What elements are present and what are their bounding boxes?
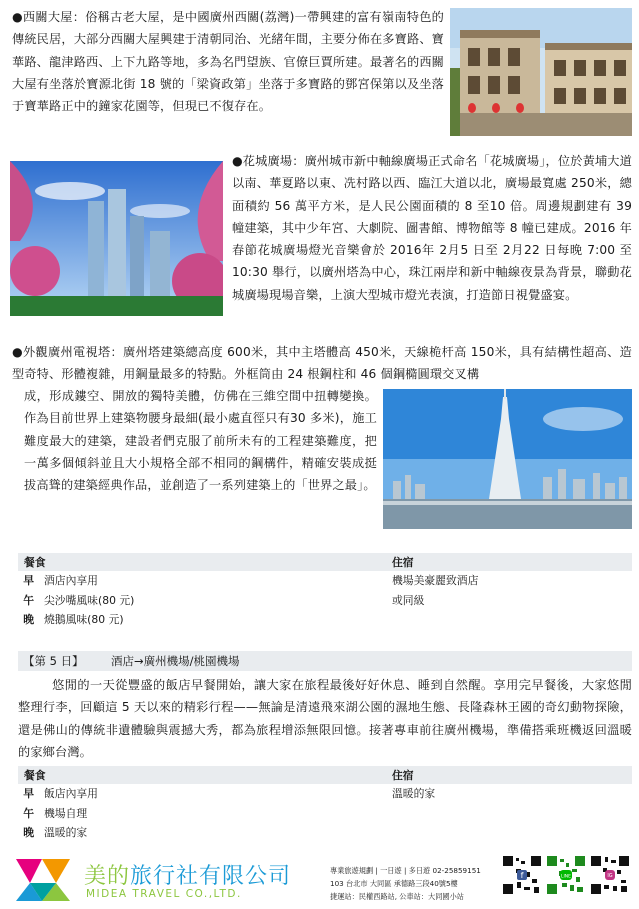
meal-label: 晚 xyxy=(23,613,34,627)
contact-line-1: 專業旅遊規劃 | 一日遊 | 多日遊 02-25859151 xyxy=(330,866,481,875)
meal-value: 溫暖的家 xyxy=(44,826,88,840)
contact-address: 103 台北市 大同區 承德路三段40號5樓 xyxy=(330,879,458,888)
stay-value: 機場美豪麗致酒店 xyxy=(392,574,479,588)
meal-value: 燒鵝風味(80 元) xyxy=(44,613,124,627)
meal-value: 酒店內享用 xyxy=(44,574,98,588)
instagram-qr-code-icon[interactable] xyxy=(590,855,630,901)
line-qr-code-icon[interactable] xyxy=(546,855,586,901)
meal-row-lunch xyxy=(18,804,632,824)
company-logo-icon xyxy=(12,855,74,905)
tower-paragraph-wrap: 成，形成鏤空、開放的獨特美體，仿佛在三維空間中扭轉變換。作為目前世界上建築物腰身最細(最小處直徑只有30 多米)，施工難度最大的建築，建設者們克服了前所未有的工程建築難度，把一萬多個傾斜並且大小規格全部不相同的鋼構件，精確安裝成挺拔高聳的建築經典作品，並創造了一系列建築上的「世界之最」。 xyxy=(24,389,377,493)
huacheng-square-photo xyxy=(10,161,223,316)
meal-value: 機場自理 xyxy=(44,806,88,820)
brand-name-zh xyxy=(84,859,291,890)
meal-label: 午 xyxy=(23,593,34,607)
meals-table-day5 xyxy=(18,766,632,843)
meal-row-dinner xyxy=(18,610,632,630)
meals-header xyxy=(18,553,632,571)
brand-name-zh-rest: 旅行社有限公司 xyxy=(130,864,292,889)
qr-label-fb: f xyxy=(520,871,524,880)
stay-value: 或同級 xyxy=(392,593,425,607)
meal-label: 早 xyxy=(23,787,34,801)
meals-table-day4 xyxy=(18,553,632,630)
meal-label: 午 xyxy=(23,806,34,820)
meal-label: 晚 xyxy=(23,826,34,840)
tower-paragraph-top: ●外觀廣州電視塔：廣州塔建築總高度 600米，其中主塔體高 450米，天線桅杆高 150米，具有結構性超高、造型奇特、形體複雜，用鋼量最多的特點。外框筒由 24 根鋼柱和 46 個鋼橢圓環交叉構 xyxy=(12,345,632,382)
huacheng-paragraph: ●花城廣場：廣州城市新中軸線廣場正式命名「花城廣場」，位於黃埔大道以南、華夏路以東、冼村路以西、臨江大道以北，廣場最寬處 250米，總面積約 56 萬平方米，是人民公園面積的 8 至10 倍。周邊規劃建有 39 幢建築，其中少年宮、大劇院、圖書館、博物館等 8 幢已建成。2016 年春節花城廣場燈光音樂會於 2016年 2月5 日至 2月22 日每晚 7:00 至 10:30 舉行，以廣州塔為中心，珠江兩岸和新中軸線夜景為背景，聯動花城廣場現場音樂，上演大型城市燈光表演，打造節日視覺盛宴。 xyxy=(232,154,632,302)
xiguan-paragraph: ●西關大屋：俗稱古老大屋，是中國廣州西關(荔灣)一帶興建的富有嶺南特色的傳統民居，大部分西關大屋興建于清朝同治、光緒年間，主要分佈在多寶路、寶華路、龍津路西、上下九路等地，多為名門望族、官僚巨賈所建。最著名的西關大屋有坐落於寶源北街 18 號的「梁資政第」坐落于多寶路的鄧宮保第以及坐落于寶華路正中的鐘家花園等，但現已不復存在。 xyxy=(12,10,444,114)
meal-row-breakfast xyxy=(18,784,632,804)
day5-header xyxy=(18,651,632,671)
meal-row-dinner xyxy=(18,823,632,843)
stay-value: 溫暖的家 xyxy=(392,787,436,801)
meal-value: 尖沙嘴風味(80 元) xyxy=(44,593,135,607)
day5-paragraph: 悠閒的一天從豐盛的飯店早餐開始，讓大家在旅程最後好好休息、睡到自然醒。享用完早餐後，大家悠閒整理行李，回顧這 5 天以來的精彩行程——無論是清遠飛來湖公園的濕地生態、長隆森林王國的奇幻動物探險，還是佛山的傳統非遺體驗與震撼大秀，都為旅程增添無限回憶。接著專車前往廣州機場，準備搭乘班機返回溫暖的家鄉台灣。 xyxy=(18,678,632,759)
stay-header-label: 住宿 xyxy=(392,555,414,569)
day5-route: 酒店→廣州機場/桃園機場 xyxy=(111,654,240,668)
meal-label: 早 xyxy=(23,574,34,588)
meal-header-label: 餐食 xyxy=(24,768,46,782)
stay-header-label: 住宿 xyxy=(392,768,414,782)
meal-value: 飯店內享用 xyxy=(44,787,98,801)
meal-header-label: 餐食 xyxy=(24,555,46,569)
facebook-qr-code-icon[interactable] xyxy=(502,855,542,901)
meal-row-lunch xyxy=(18,591,632,611)
day5-tag: 【第 5 日】 xyxy=(23,654,84,668)
meal-row-breakfast xyxy=(18,571,632,591)
qr-label-ig: IG xyxy=(607,874,613,880)
meals-header xyxy=(18,766,632,784)
canton-tower-photo xyxy=(383,389,632,529)
brand-name-en: MIDEA TRAVEL CO.,LTD. xyxy=(86,888,242,900)
qr-label-line: LINE xyxy=(560,874,572,880)
xiguan-house-photo xyxy=(450,8,632,136)
brand-name-zh-highlight: 美的 xyxy=(84,864,131,889)
contact-transit: 捷運站：民權西路站, 公車站：大同國小站 xyxy=(330,892,464,901)
footer xyxy=(0,855,639,909)
